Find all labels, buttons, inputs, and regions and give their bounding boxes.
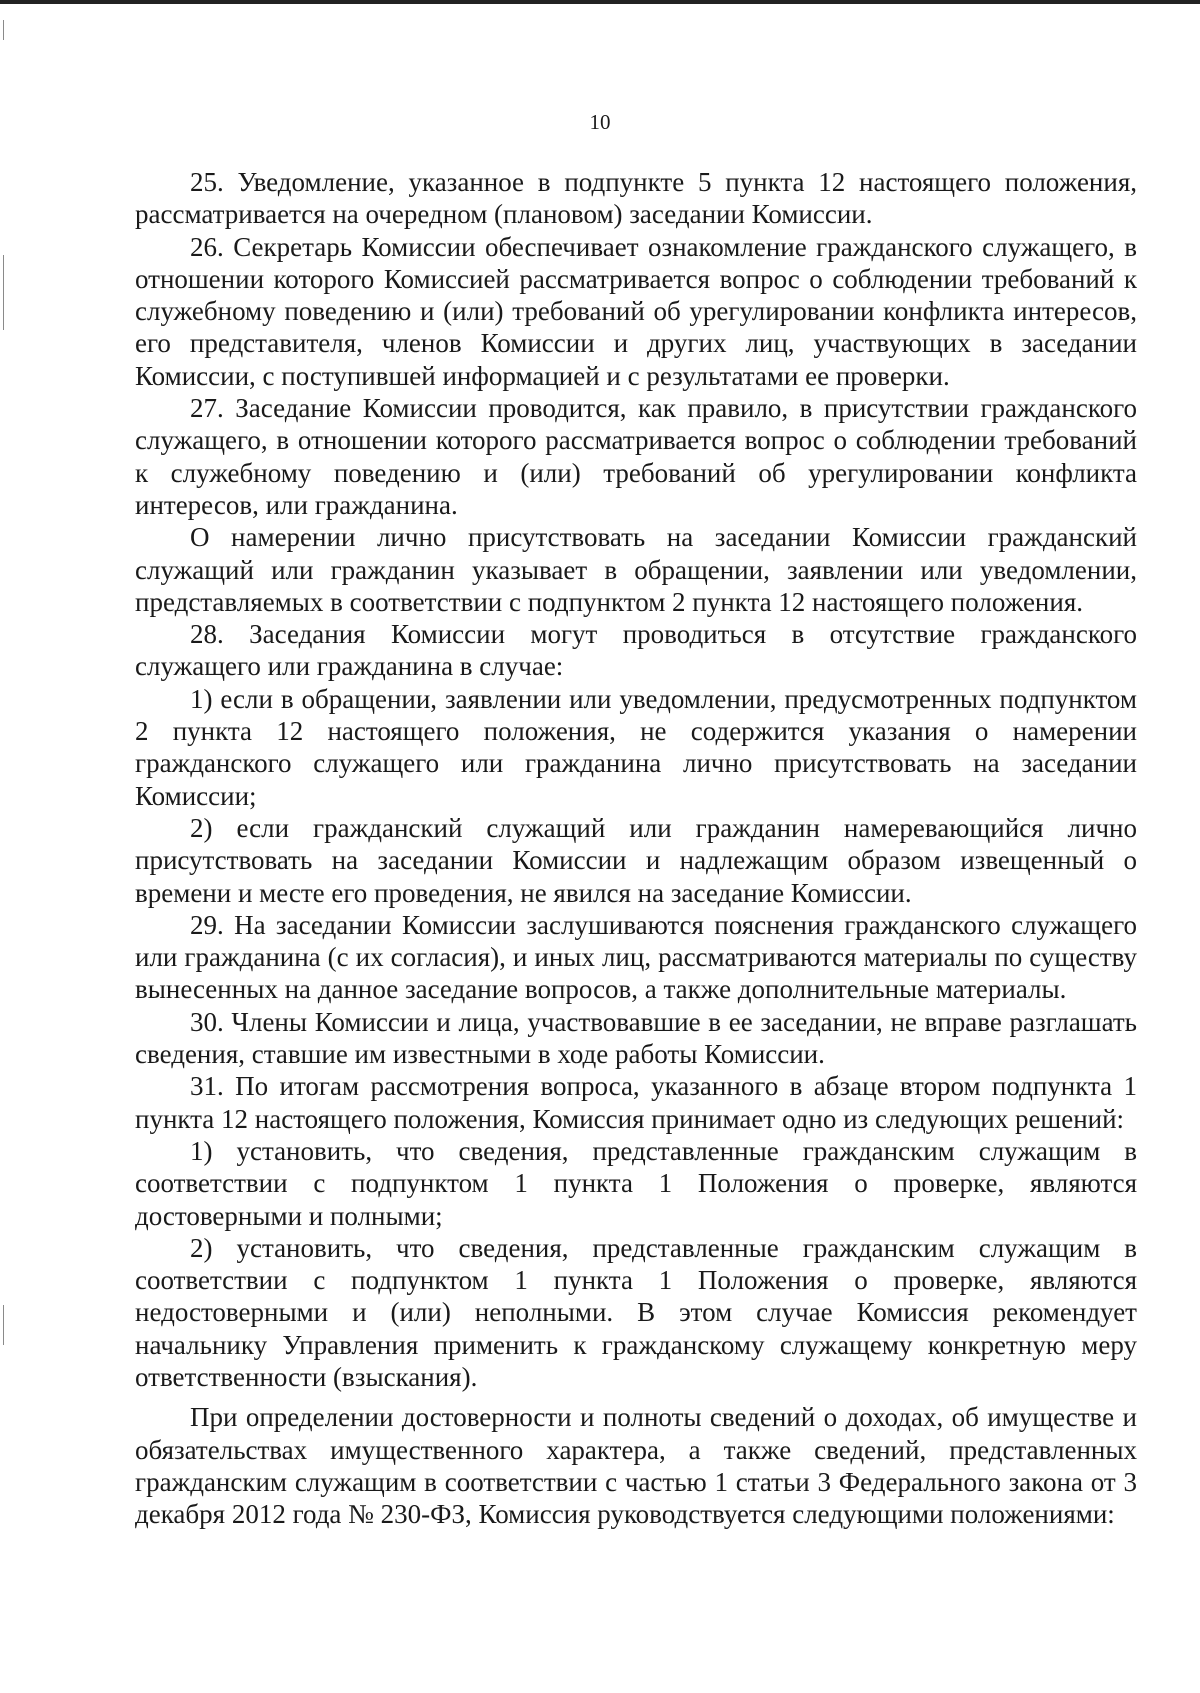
scan-edge-mark <box>3 255 4 330</box>
document-body <box>135 166 1137 1530</box>
paragraph-30: 30. Члены Комиссии и лица, участвовавшие в ее заседании, не вправе разглашать сведения, ставшие им известными в ходе работы Комиссии. <box>135 1006 1137 1070</box>
paragraph-31-item-2: 2) установить, что сведения, представленные гражданским служащим в соответствии с подпунктом 1 пункта 1 Положения о проверке, являются недостоверными и (или) неполными. В этом случае Комиссия рекомендует начальнику Управления применить к гражданскому служащему конкретную меру ответственности (взыскания). <box>135 1232 1137 1392</box>
page-number: 10 <box>589 110 611 134</box>
scan-top-edge <box>0 0 1200 4</box>
paragraph-28: 28. Заседания Комиссии могут проводиться в отсутствие гражданского служащего или гражданина в случае: <box>135 619 1137 682</box>
scan-edge-mark <box>3 20 4 40</box>
paragraph-28-item-1: 1) если в обращении, заявлении или уведомлении, предусмотренных подпунктом 2 пункта 12 настоящего положения, не содержится указания о намерении гражданского служащего или гражданина лично присутствовать на заседании Комиссии; <box>135 683 1137 811</box>
paragraph-31-determination: При определении достоверности и полноты сведений о доходах, об имуществе и обязательствах имущественного характера, а также сведений, представленных гражданским служащим в соответствии с частью 1 статьи 3 Федерального закона от 3 декабря 2012 года № 230-ФЗ, Комиссия руководствуется следующими положениями: <box>135 1402 1137 1530</box>
paragraph-27-intent: О намерении лично присутствовать на заседании Комиссии гражданский служащий или гражданин указывает в обращении, заявлении или уведомлении, представляемых в соответствии с подпунктом 2 пункта 12 настоящего положения. <box>135 522 1137 617</box>
paragraph-27: 27. Заседание Комиссии проводится, как правило, в присутствии гражданского служащего, в отношении которого рассматривается вопрос о соблюдении требований к служебному поведению и (или) требований об урегулировании конфликта интересов, или гражданина. <box>135 393 1137 520</box>
paragraph-31: 31. По итогам рассмотрения вопроса, указанного в абзаце втором подпункта 1 пункта 12 настоящего положения, Комиссия принимает одно из следующих решений: <box>135 1071 1137 1134</box>
paragraph-29: 29. На заседании Комиссии заслушиваются пояснения гражданского служащего или гражданина (с их согласия), и иных лиц, рассматриваются материалы по существу вынесенных на данное заседание вопросов, а также дополнительные материалы. <box>135 909 1137 1005</box>
paragraph-26: 26. Секретарь Комиссии обеспечивает ознакомление гражданского служащего, в отношении которого Комиссией рассматривается вопрос о соблюдении требований к служебному поведению и (или) требований об урегулировании конфликта интересов, его представителя, членов Комиссии и других лиц, участвующих в заседании Комиссии, с поступившей информацией и с результатами ее проверки. <box>135 231 1137 391</box>
paragraph-28-item-2: 2) если гражданский служащий или гражданин намеревающийся лично присутствовать на заседании Комиссии и надлежащим образом извещенный о времени и месте его проведения, не явился на заседание Комиссии. <box>135 812 1137 908</box>
paragraph-31-item-1: 1) установить, что сведения, представленные гражданским служащим в соответствии с подпунктом 1 пункта 1 Положения о проверке, являются достоверными и полными; <box>135 1135 1137 1231</box>
scan-edge-mark <box>3 1305 4 1345</box>
paragraph-25: 25. Уведомление, указанное в подпункте 5 пункта 12 настоящего положения, рассматривается на очередном (плановом) заседании Комиссии. <box>135 167 1137 230</box>
